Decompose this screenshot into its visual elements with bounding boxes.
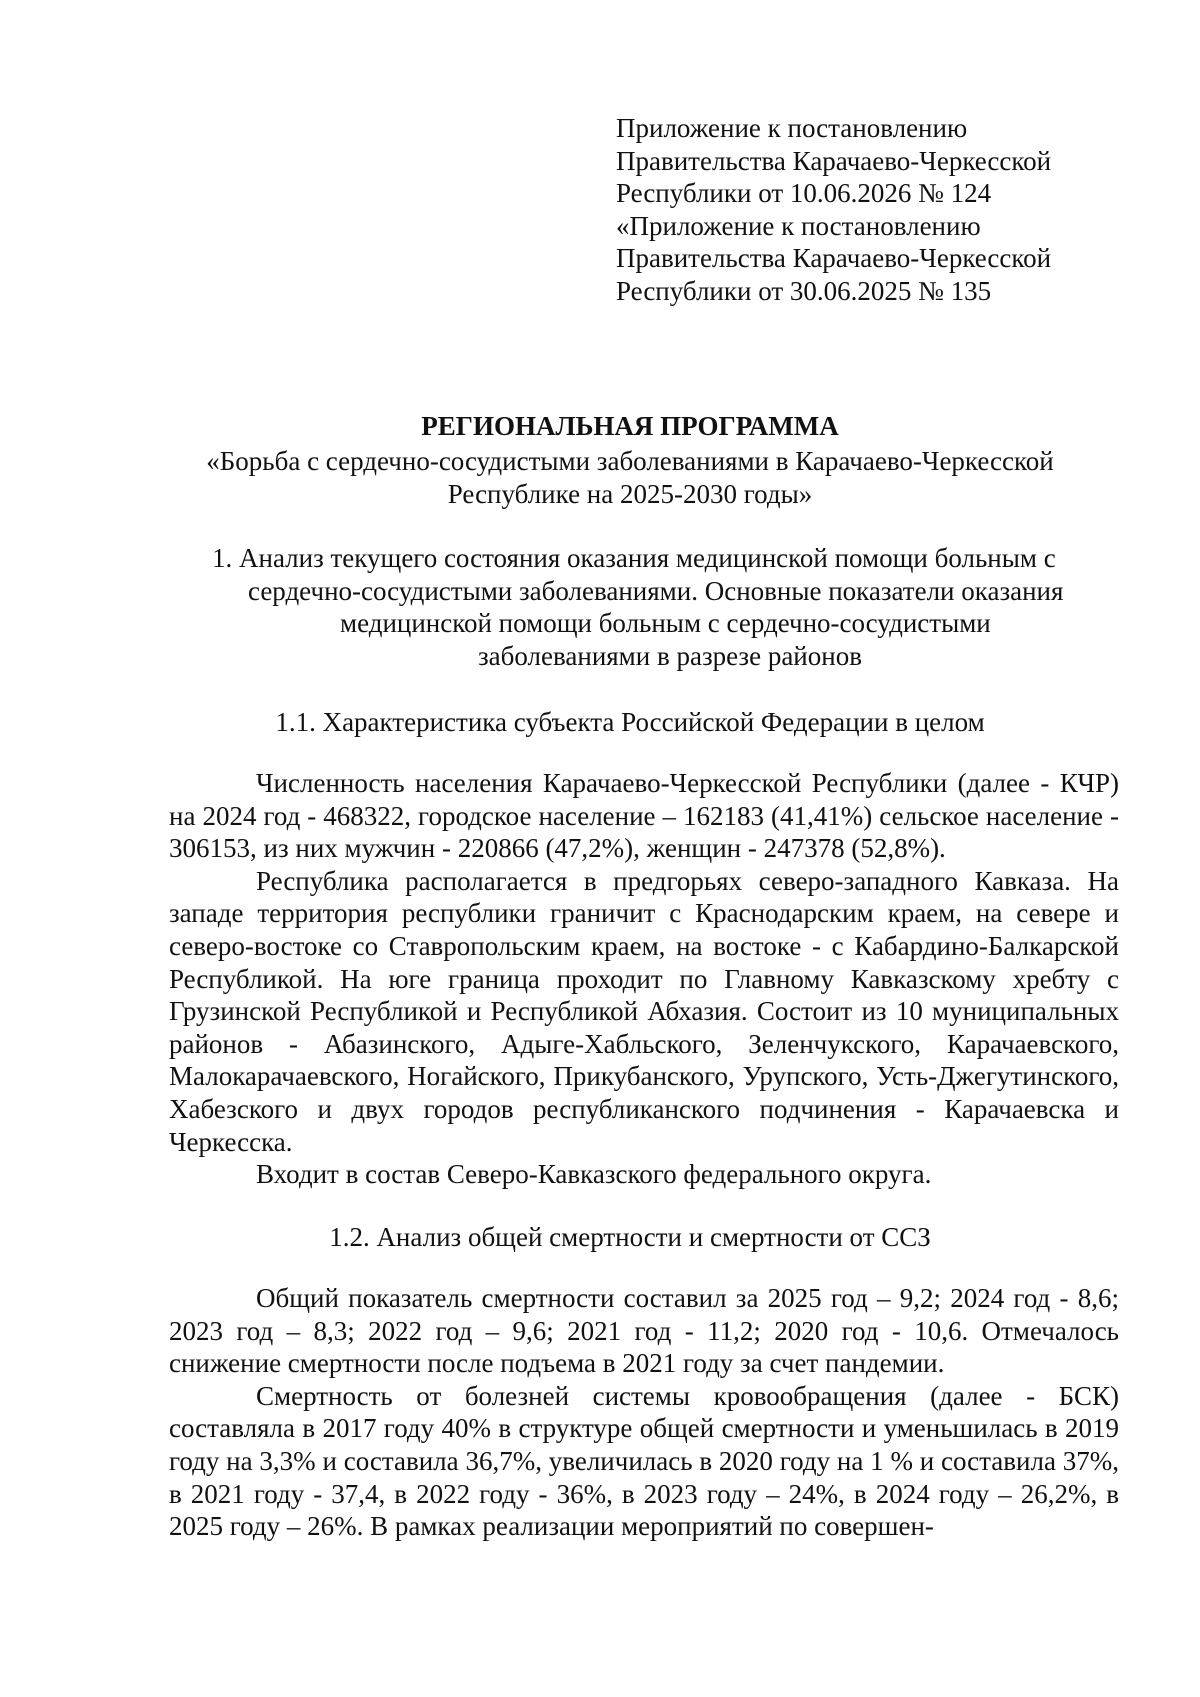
- section-1-heading-line: 1. Анализ текущего состояния оказания медицинской помощи больным с: [212, 543, 1056, 573]
- paragraph: Смертность от болезней системы кровообращения (далее - БСК) составляла в 2017 году 40% в структуре общей смертности и уменьшилась в 2019 году на 3,3% и составила 36,7%, увеличилась в 2020 году на 1 % и составила 37%, в 2021 году - 37,4, в 2022 году - 36%, в 2023 году – 24%, в 2024 году – 26,2%, в 2025 году – 26%. В рамках реализации мероприятий по совершен-: [169, 1380, 1119, 1542]
- document-subtitle: «Борьба с сердечно-сосудистыми заболеваниями в Карачаево-Черкесской Республике на 2025-2030 годы»: [206, 446, 1054, 509]
- subsection-1-1-heading: 1.1. Характеристика субъекта Российской Федерации в целом: [275, 707, 985, 737]
- appendix-line: «Приложение к постановлению: [616, 210, 981, 241]
- subsection-1-2-heading: 1.2. Анализ общей смертности и смертности от ССЗ: [329, 1222, 931, 1252]
- paragraph: Входит в состав Северо-Кавказского федерального округа.: [256, 1159, 932, 1190]
- section-1-heading-line: медицинской помощи больным с сердечно-сосудистыми: [340, 608, 991, 638]
- section-1-heading-line: заболеваниями в разрезе районов: [478, 640, 862, 671]
- appendix-line: Правительства Карачаево-Черкесской: [616, 145, 1052, 176]
- subsection-1-2-body: [169, 1282, 1119, 1543]
- paragraph: Общий показатель смертности составил за 2025 год – 9,2; 2024 год - 8,6; 2023 год – 8,3; 2022 год – 9,6; 2021 год - 11,2; 2020 год - 10,6. Отмечалось снижение смертности после подъема в 2021 году за счет пандемии.: [169, 1283, 1119, 1379]
- subsection-1-1-body: [169, 767, 1119, 1191]
- section-1-heading-line: сердечно-сосудистыми заболеваниями. Основные показатели оказания: [248, 575, 1064, 606]
- paragraph: Республика располагается в предгорьях северо-западного Кавказа. На западе территория республики граничит с Краснодарским краем, на севере и северо-востоке со Ставропольским краем, на востоке - с Кабардино-Балкарской Республикой. На юге граница проходит по Главному Кавказскому хребту с Грузинской Республикой и Республикой Абхазия. Состоит из 10 муниципальных районов - Абазинского, Адыге-Хабльского, Зеленчукского, Карачаевского, Малокарачаевского, Ногайского, Прикубанского, Урупского, Усть-Джегутинского, Хабезского и двух городов республиканского подчинения - Карачаевска и Черкесска.: [169, 865, 1119, 1157]
- appendix-line: Приложение к постановлению: [616, 113, 968, 143]
- appendix-reference: [616, 112, 1136, 307]
- document-title: РЕГИОНАЛЬНАЯ ПРОГРАММА: [421, 411, 839, 441]
- appendix-line: Правительства Карачаево-Черкесской: [616, 243, 1052, 273]
- appendix-line: Республики от 30.06.2025 № 135: [616, 275, 992, 306]
- section-1-heading: [150, 542, 1110, 672]
- paragraph: Численность населения Карачаево-Черкесской Республики (далее - КЧР) на 2024 год - 468322, городское население – 162183 (41,41%) сельское население - 306153, из них мужчин - 220866 (47,2%), женщин - 247378 (52,8%).: [169, 768, 1119, 864]
- appendix-line: Республики от 10.06.2026 № 124: [616, 178, 992, 208]
